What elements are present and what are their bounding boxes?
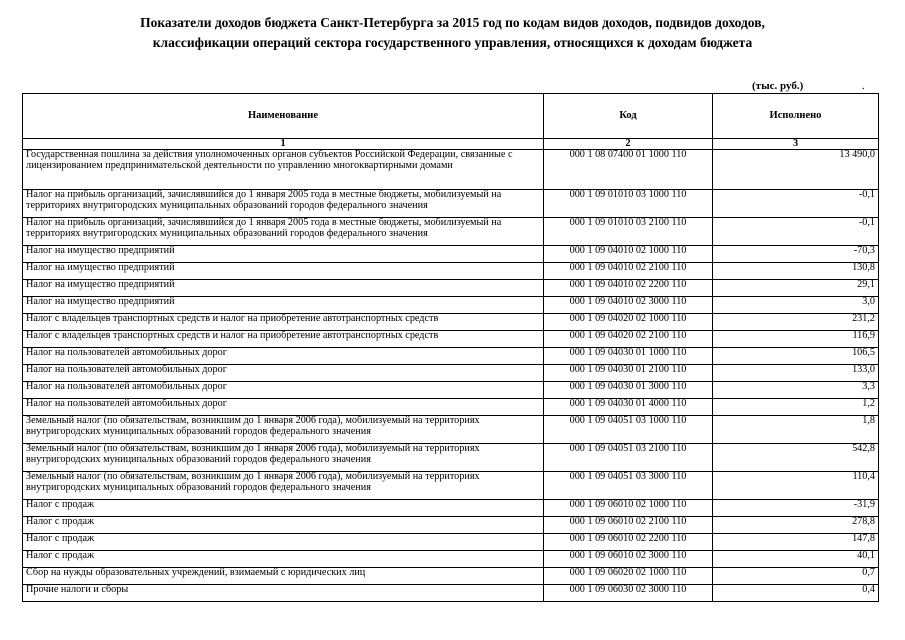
row-code: 000 1 09 01010 03 2100 110 — [544, 218, 713, 246]
row-amount: 106,5 — [713, 348, 879, 365]
row-name: Налог с продаж — [23, 500, 544, 517]
units-dot: . — [862, 80, 865, 92]
row-name: Государственная пошлина за действия уполномоченных органов субъектов Российской Федерации, связанные с лицензированием предпринимательской деятельности по управлению многоквартирными домами — [23, 150, 544, 190]
row-name: Налог на пользователей автомобильных дорог — [23, 399, 544, 416]
row-code: 000 1 09 04051 03 1000 110 — [544, 416, 713, 444]
row-name: Налог с продаж — [23, 534, 544, 551]
table-row — [23, 534, 879, 551]
row-code: 000 1 09 04051 03 3000 110 — [544, 472, 713, 500]
row-code: 000 1 09 04030 01 1000 110 — [544, 348, 713, 365]
table-row — [23, 382, 879, 399]
row-name: Налог на пользователей автомобильных дорог — [23, 348, 544, 365]
row-code: 000 1 09 04010 02 1000 110 — [544, 246, 713, 263]
row-amount: 3,0 — [713, 297, 879, 314]
table-row — [23, 348, 879, 365]
row-name: Земельный налог (по обязательствам, возникшим до 1 января 2006 года), мобилизуемый на территориях внутригородских муниципальных образований городов федерального значения — [23, 472, 544, 500]
table-row — [23, 517, 879, 534]
row-name: Налог с владельцев транспортных средств и налог на приобретение автотранспортных средств — [23, 331, 544, 348]
row-name: Налог на пользователей автомобильных дорог — [23, 365, 544, 382]
table-row — [23, 297, 879, 314]
row-name: Налог с продаж — [23, 551, 544, 568]
row-amount: 3,3 — [713, 382, 879, 399]
table-row — [23, 314, 879, 331]
units-label: (тыс. руб.) — [752, 80, 804, 92]
row-code: 000 1 09 04020 02 2100 110 — [544, 331, 713, 348]
row-amount: -0,1 — [713, 190, 879, 218]
table-row — [23, 263, 879, 280]
table-row — [23, 331, 879, 348]
row-code: 000 1 09 06010 02 2200 110 — [544, 534, 713, 551]
table-row — [23, 472, 879, 500]
row-code: 000 1 09 04030 01 4000 110 — [544, 399, 713, 416]
row-name: Налог на имущество предприятий — [23, 263, 544, 280]
row-amount: 13 490,0 — [713, 150, 879, 190]
row-code: 000 1 09 06020 02 1000 110 — [544, 568, 713, 585]
row-code: 000 1 09 04030 01 2100 110 — [544, 365, 713, 382]
row-amount: -0,1 — [713, 218, 879, 246]
row-name: Налог с владельцев транспортных средств и налог на приобретение автотранспортных средств — [23, 314, 544, 331]
row-amount: 110,4 — [713, 472, 879, 500]
row-code: 000 1 09 01010 03 1000 110 — [544, 190, 713, 218]
report-title-line-1: Показатели доходов бюджета Санкт-Петербурга за 2015 год по кодам видов доходов, подвидов доходов, — [140, 15, 765, 30]
row-amount: 231,2 — [713, 314, 879, 331]
table-row — [23, 551, 879, 568]
row-amount: 0,4 — [713, 585, 879, 602]
row-amount: -31,9 — [713, 500, 879, 517]
row-amount: 29,1 — [713, 280, 879, 297]
row-name: Налог на имущество предприятий — [23, 280, 544, 297]
row-code: 000 1 09 04010 02 3000 110 — [544, 297, 713, 314]
row-amount: 133,0 — [713, 365, 879, 382]
table-row — [23, 190, 879, 218]
row-code: 000 1 09 06010 02 3000 110 — [544, 551, 713, 568]
table-row — [23, 399, 879, 416]
table-row — [23, 568, 879, 585]
row-amount: 40,1 — [713, 551, 879, 568]
row-name: Налог с продаж — [23, 517, 544, 534]
row-name: Сбор на нужды образовательных учреждений, взимаемый с юридических лиц — [23, 568, 544, 585]
row-code: 000 1 09 06030 02 3000 110 — [544, 585, 713, 602]
column-number-2: 2 — [544, 139, 713, 150]
table-row — [23, 444, 879, 472]
column-number-3: 3 — [713, 139, 879, 150]
row-amount: 0,7 — [713, 568, 879, 585]
row-amount: -70,3 — [713, 246, 879, 263]
row-name: Налог на пользователей автомобильных дорог — [23, 382, 544, 399]
table-row — [23, 416, 879, 444]
row-name: Прочие налоги и сборы — [23, 585, 544, 602]
header-name: Наименование — [23, 94, 544, 139]
report-title-line-2: классификации операций сектора государственного управления, относящихся к доходам бюджета — [152, 35, 753, 50]
row-name: Земельный налог (по обязательствам, возникшим до 1 января 2006 года), мобилизуемый на территориях внутригородских муниципальных образований городов федерального значения — [23, 444, 544, 472]
row-name: Налог на имущество предприятий — [23, 246, 544, 263]
row-amount: 1,2 — [713, 399, 879, 416]
column-number-row — [23, 139, 879, 150]
row-name: Налог на прибыль организаций, зачислявшийся до 1 января 2005 года в местные бюджеты, мобилизуемый на территориях внутригородских муниципальных образований городов федерального значения — [23, 218, 544, 246]
row-code: 000 1 09 04020 02 1000 110 — [544, 314, 713, 331]
table-row — [23, 218, 879, 246]
header-executed: Исполнено — [713, 94, 879, 139]
row-amount: 147,8 — [713, 534, 879, 551]
table-row — [23, 150, 879, 190]
row-name: Земельный налог (по обязательствам, возникшим до 1 января 2006 года), мобилизуемый на территориях внутригородских муниципальных образований городов федерального значения — [23, 416, 544, 444]
row-amount: 542,8 — [713, 444, 879, 472]
row-code: 000 1 09 06010 02 2100 110 — [544, 517, 713, 534]
table-row — [23, 500, 879, 517]
column-number-1: 1 — [23, 139, 544, 150]
row-code: 000 1 09 04010 02 2100 110 — [544, 263, 713, 280]
table-row — [23, 365, 879, 382]
revenue-table — [22, 93, 879, 602]
row-name: Налог на имущество предприятий — [23, 297, 544, 314]
report-title — [60, 13, 845, 53]
row-code: 000 1 09 04051 03 2100 110 — [544, 444, 713, 472]
row-code: 000 1 09 04030 01 3000 110 — [544, 382, 713, 399]
table-row — [23, 585, 879, 602]
row-code: 000 1 09 04010 02 2200 110 — [544, 280, 713, 297]
row-code: 000 1 08 07400 01 1000 110 — [544, 150, 713, 190]
row-amount: 278,8 — [713, 517, 879, 534]
row-code: 000 1 09 06010 02 1000 110 — [544, 500, 713, 517]
row-amount: 116,9 — [713, 331, 879, 348]
row-amount: 130,8 — [713, 263, 879, 280]
header-row — [23, 94, 879, 139]
table-row — [23, 280, 879, 297]
row-name: Налог на прибыль организаций, зачислявшийся до 1 января 2005 года в местные бюджеты, мобилизуемый на территориях внутригородских муниципальных образований городов федерального значения — [23, 190, 544, 218]
header-code: Код — [544, 94, 713, 139]
table-row — [23, 246, 879, 263]
row-amount: 1,8 — [713, 416, 879, 444]
